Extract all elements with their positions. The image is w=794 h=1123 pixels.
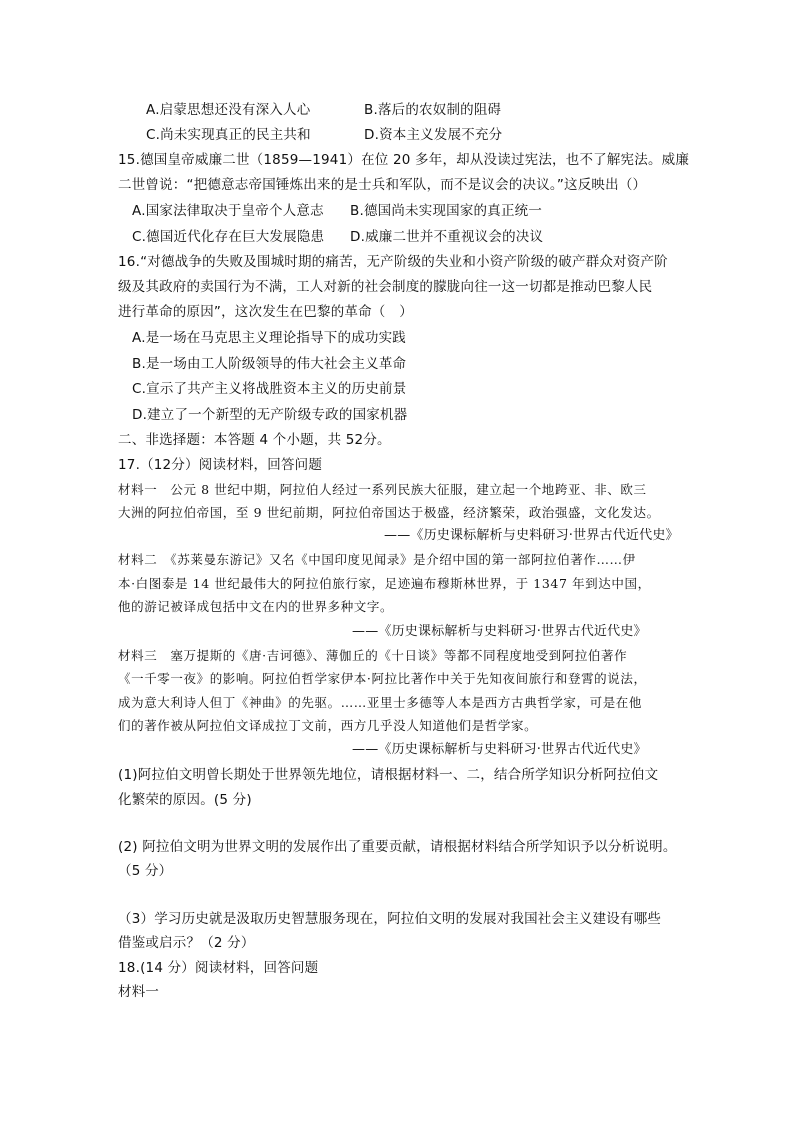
q17-material2-source: ——《历史课标解析与史料研习·世界古代近代史》 bbox=[352, 624, 647, 639]
section2-heading: 二、非选择题：本答题 4 个小题，共 52分。 bbox=[118, 432, 391, 448]
q17-subquestion3-line2: 借鉴或启示？（2 分） bbox=[118, 935, 255, 951]
q17-title: 17.（12分）阅读材料，回答问题 bbox=[118, 457, 323, 473]
q17-material1-source: ——《历史课标解析与史料研习·世界古代近代史》 bbox=[384, 528, 679, 543]
q17-subquestion2-line2: （5 分） bbox=[118, 863, 173, 879]
q17-material2-line2: 本·白图泰是 14 世纪最伟大的阿拉伯旅行家，足迹遍布穆斯林世界，于 1347 年到达中国， bbox=[118, 576, 651, 591]
q14-option-c: C.尚未实现真正的民主共和 bbox=[146, 127, 311, 143]
q17-subquestion1-line1: (1)阿拉伯文明曾长期处于世界领先地位，请根据材料一、二，结合所学知识分析阿拉伯文 bbox=[118, 767, 659, 783]
q16-option-c: C.宣示了共产主义将战胜资本主义的历史前景 bbox=[132, 381, 407, 397]
q17-subquestion3-line1: （3）学习历史就是汲取历史智慧服务现在，阿拉伯文明的发展对我国社会主义建设有哪些 bbox=[118, 911, 662, 927]
q15-option-a: A.国家法律取决于皇帝个人意志 bbox=[132, 203, 324, 219]
q14-option-d: D.资本主义发展不充分 bbox=[364, 127, 503, 143]
q17-material3-line4: 们的著作被从阿拉伯文译成拉丁文前，西方几乎没人知道他们是哲学家。 bbox=[118, 718, 538, 733]
q16-stem-line2: 级及其政府的卖国行为不满，工人对新的社会制度的朦胧向往一这一切都是推动巴黎人民 bbox=[118, 279, 653, 295]
q17-material3-line2: 《一千零一夜》的影响。阿拉伯哲学家伊本·阿拉比著作中关于先知夜间旅行和登霄的说法， bbox=[118, 671, 647, 686]
q17-material1-line2: 大洲的阿拉伯帝国，至 9 世纪前期，阿拉伯帝国达于极盛，经济繁荣，政治强盛，文化发达。 bbox=[118, 505, 660, 520]
q14-option-a: A.启蒙思想还没有深入人心 bbox=[146, 102, 311, 118]
q15-option-b: B.德国尚未实现国家的真正统一 bbox=[350, 203, 543, 219]
q17-material3-line3: 成为意大利诗人但丁《神曲》的先驱。……亚里士多德等人本是西方古典哲学家，可是在他 bbox=[118, 695, 643, 710]
q16-option-b: B.是一场由工人阶级领导的伟大社会主义革命 bbox=[132, 356, 407, 372]
q17-material3-source: ——《历史课标解析与史料研习·世界古代近代史》 bbox=[352, 742, 647, 757]
q15-stem-line2: 二世曾说：“把德意志帝国锤炼出来的是士兵和军队，而不是议会的决议。”这反映出（） bbox=[118, 177, 647, 193]
q17-material1-line1: 材料一 公元 8 世纪中期，阿拉伯人经过一系列民族大征服，建立起一个地跨亚、非、欧三 bbox=[118, 482, 647, 497]
q15-stem-line1: 15.德国皇帝威廉二世（1859—1941）在位 20 多年，却从没读过宪法，也不了解宪法。威廉 bbox=[118, 152, 690, 168]
q17-subquestion2-line1: (2) 阿拉伯文明为世界文明的发展作出了重要贡献，请根据材料结合所学知识予以分析说明。 bbox=[118, 839, 677, 855]
q18-material1-label: 材料一 bbox=[118, 984, 160, 1000]
q15-option-d: D.威廉二世并不重视议会的决议 bbox=[350, 229, 544, 245]
q18-title: 18.(14 分）阅读材料，回答问题 bbox=[118, 960, 319, 976]
q16-stem-line3: 进行革命的原因”，这次发生在巴黎的革命（ ） bbox=[118, 304, 413, 320]
q16-option-d: D.建立了一个新型的无产阶级专政的国家机器 bbox=[132, 407, 408, 423]
q17-subquestion1-line2: 化繁荣的原因。(5 分) bbox=[118, 792, 252, 808]
q16-option-a: A.是一场在马克思主义理论指导下的成功实践 bbox=[132, 330, 406, 346]
q17-material2-line1: 材料二 《苏莱曼东游记》又名《中国印度见闻录》是介绍中国的第一部阿拉伯著作……伊 bbox=[118, 552, 636, 567]
q17-material3-line1: 材料三 塞万提斯的《唐·吉诃德》、薄伽丘的《十日谈》等都不同程度地受到阿拉伯著作 bbox=[118, 648, 628, 663]
q16-stem-line1: 16.“对德战争的失败及围城时期的痛苦，无产阶级的失业和小资产阶级的破产群众对资产阶 bbox=[118, 254, 668, 270]
q17-material2-line3: 他的游记被译成包括中文在内的世界多种文字。 bbox=[118, 599, 394, 614]
q15-option-c: C.德国近代化存在巨大发展隐患 bbox=[132, 229, 325, 245]
q14-option-b: B.落后的农奴制的阻碍 bbox=[364, 102, 502, 118]
